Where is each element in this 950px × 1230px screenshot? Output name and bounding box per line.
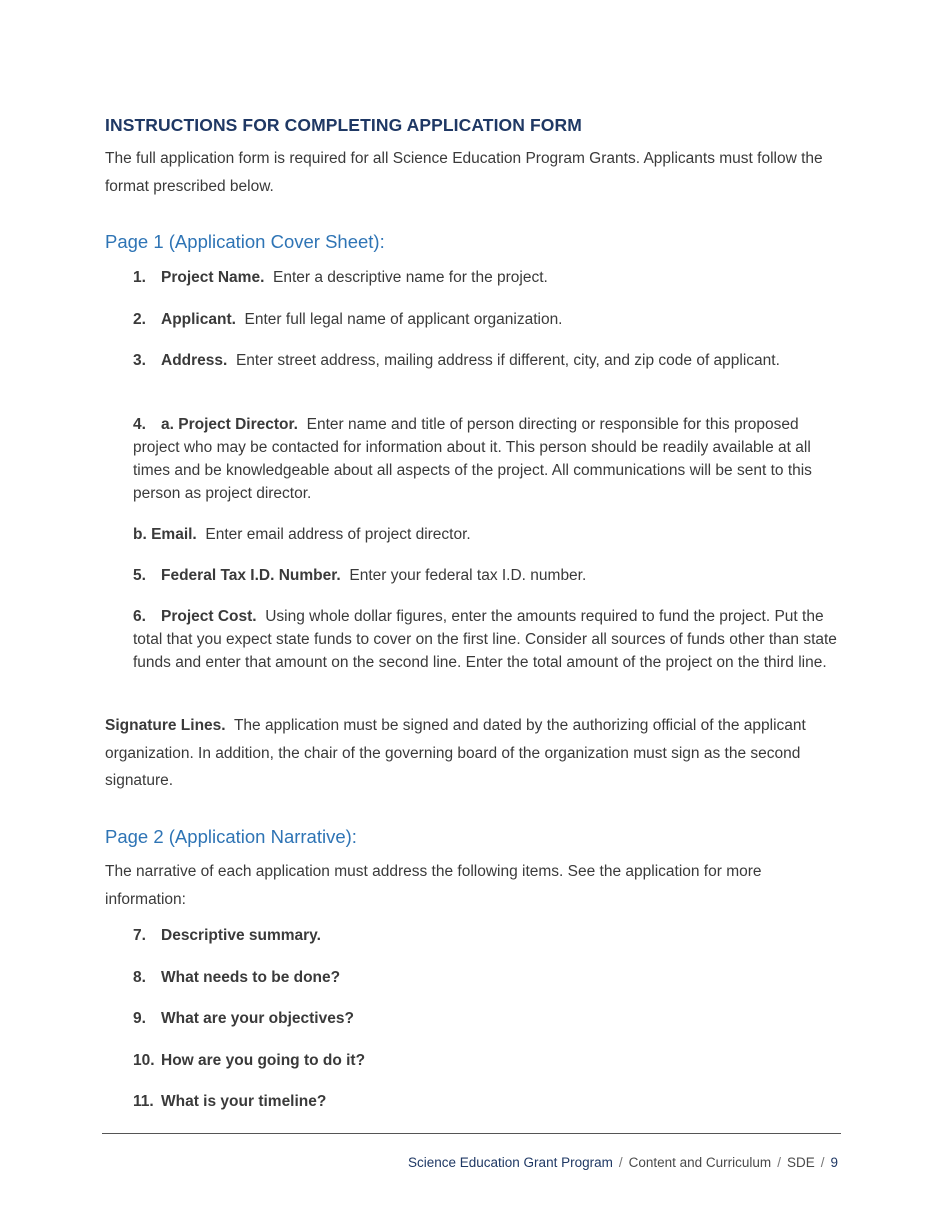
page-title: INSTRUCTIONS FOR COMPLETING APPLICATION FORM xyxy=(105,115,582,135)
list-item-project-director xyxy=(133,413,845,505)
item-number: 10. xyxy=(133,1052,155,1069)
item-number: 5. xyxy=(133,567,146,584)
item-text: Enter name and title of person directing or responsible for this proposed project who may be contacted for information about it. This person should be readily available at all times and be knowledgeable about all aspects of the project. All communications will be sent to this person as project director. xyxy=(133,416,812,502)
item-number: 11. xyxy=(133,1093,154,1110)
signature-lines-paragraph xyxy=(105,712,840,795)
item-number: 6. xyxy=(133,608,146,625)
item-text: Using whole dollar figures, enter the amounts required to fund the project. Put the total that you expect state funds to cover on the first line. Consider all sources of funds other than state funds and enter that amount on the second line. Enter the total amount of the project on the third line. xyxy=(133,608,837,671)
footer-agency: SDE xyxy=(786,1155,815,1170)
section-heading-cover-sheet: Page 1 (Application Cover Sheet): xyxy=(105,231,385,252)
item-number: 4. xyxy=(133,416,146,433)
item-label: Address. xyxy=(161,352,228,369)
item-text: Enter a descriptive name for the project. xyxy=(273,269,548,286)
list-item-address xyxy=(133,349,845,372)
signature-text: The application must be signed and dated by the authorizing official of the applicant organization. In addition, the chair of the governing board of the organization must sign as the second signature. xyxy=(105,717,806,789)
item-number: 2. xyxy=(133,311,146,328)
item-text: Enter your federal tax I.D. number. xyxy=(349,567,587,584)
item-label: What is your timeline? xyxy=(161,1093,327,1110)
item-label: a. Project Director. xyxy=(161,416,298,433)
list-item-applicant xyxy=(133,308,845,331)
item-text: Enter street address, mailing address if different, city, and zip code of applicant. xyxy=(235,352,780,369)
item-text: Enter full legal name of applicant organization. xyxy=(244,311,563,328)
page-number: 9 xyxy=(830,1155,838,1170)
list-item-federal-tax-id xyxy=(133,564,845,587)
list-item-timeline xyxy=(133,1090,845,1113)
list-item-project-name xyxy=(133,266,845,289)
item-number: 7. xyxy=(133,927,146,944)
item-number: 3. xyxy=(133,352,146,369)
list-item-needs xyxy=(133,966,845,989)
list-item-method xyxy=(133,1049,845,1072)
item-label: What are your objectives? xyxy=(161,1010,354,1027)
footer-section: Content and Curriculum xyxy=(628,1155,772,1170)
footer-separator: / xyxy=(820,1155,825,1170)
item-label: Project Name. xyxy=(161,269,265,286)
item-number: 1. xyxy=(133,269,146,286)
footer-program: Science Education Grant Program xyxy=(407,1155,613,1170)
footer-separator: / xyxy=(618,1155,623,1170)
item-label: Federal Tax I.D. Number. xyxy=(161,567,341,584)
list-item-descriptive-summary xyxy=(133,924,845,947)
footer-divider xyxy=(102,1133,841,1134)
footer-separator: / xyxy=(777,1155,781,1170)
signature-label: Signature Lines. xyxy=(105,717,226,734)
item-label: Project Cost. xyxy=(161,608,257,625)
section-heading-narrative: Page 2 (Application Narrative): xyxy=(105,826,357,847)
item-label: How are you going to do it? xyxy=(161,1052,366,1069)
list-item-project-cost xyxy=(133,605,845,674)
item-label: b. Email. xyxy=(133,526,197,543)
item-label: Applicant. xyxy=(161,311,236,328)
item-label: Descriptive summary. xyxy=(161,927,321,944)
narrative-intro-paragraph: The narrative of each application must address the following items. See the application for more information: xyxy=(105,863,762,908)
list-item-email xyxy=(133,523,845,546)
item-text: Enter email address of project director. xyxy=(205,526,471,543)
item-number: 9. xyxy=(133,1010,146,1027)
page-footer xyxy=(408,1155,838,1170)
intro-paragraph: The full application form is required for all Science Education Program Grants. Applicants must follow the format prescribed below. xyxy=(105,150,823,195)
item-label: What needs to be done? xyxy=(161,969,341,986)
item-number: 8. xyxy=(133,969,146,986)
list-item-objectives xyxy=(133,1007,845,1030)
